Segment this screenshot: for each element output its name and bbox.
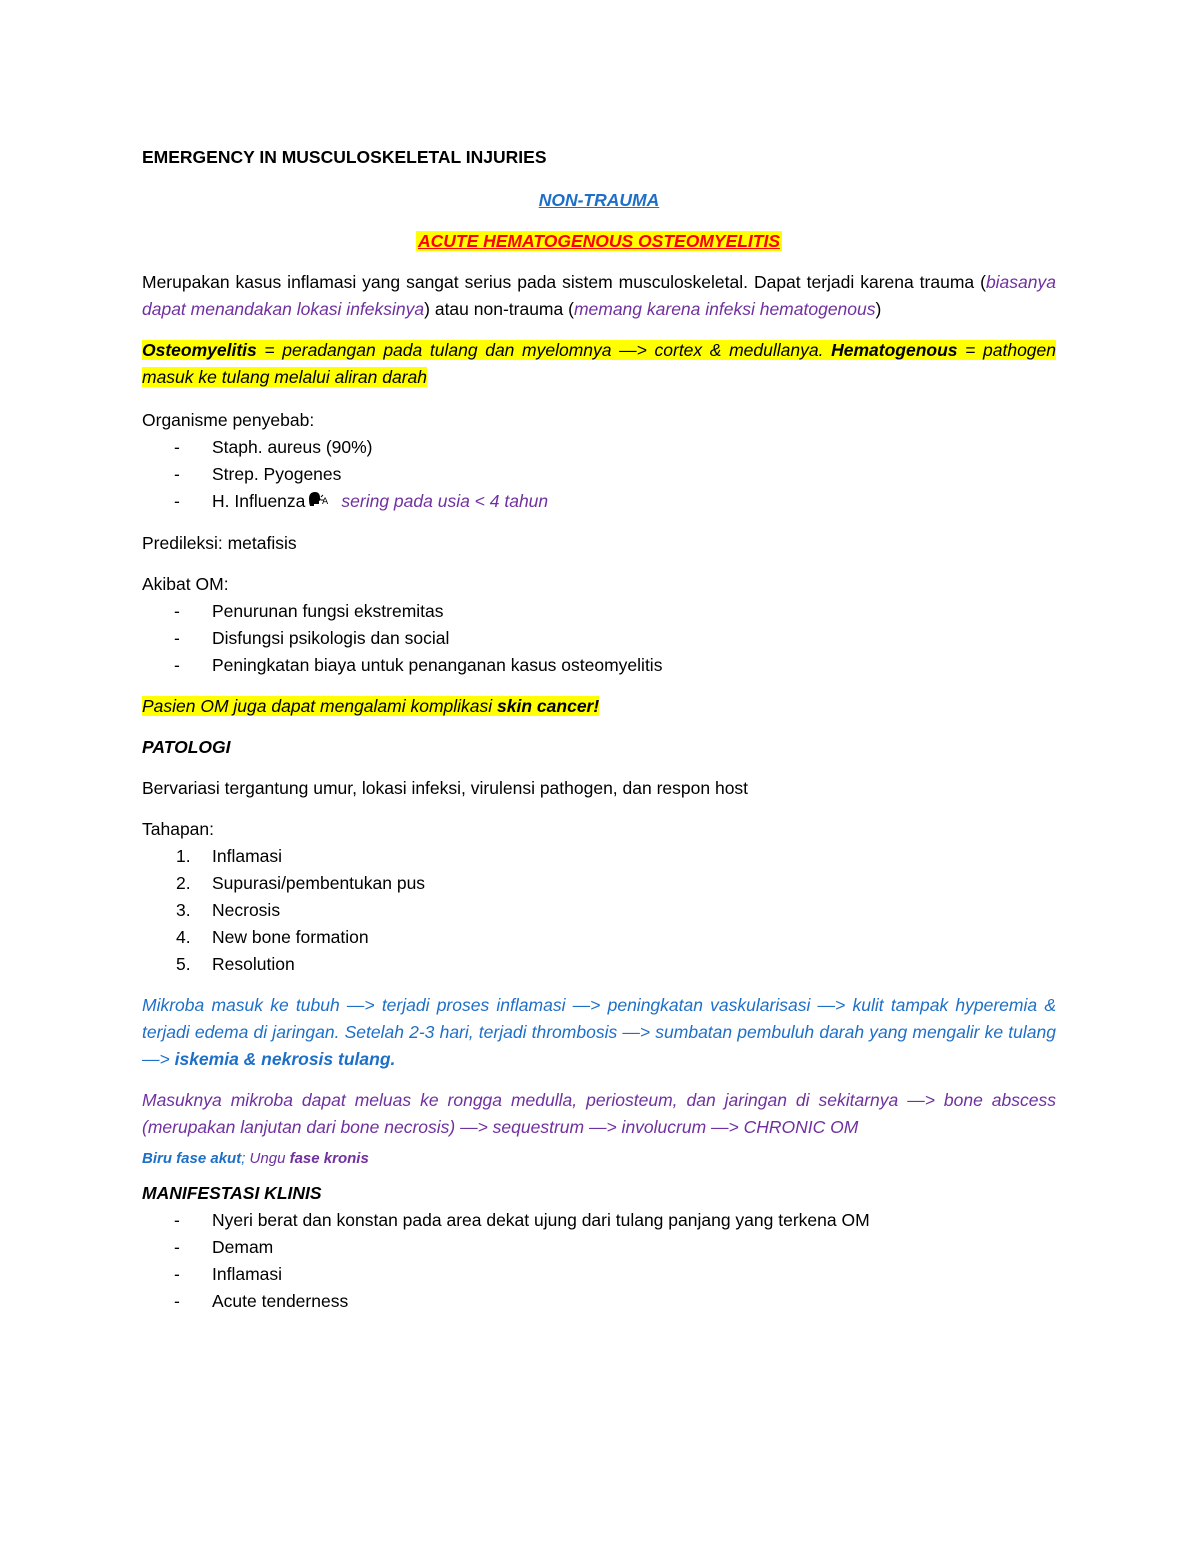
consequences-list (142, 598, 1056, 679)
term-osteomyelitis: Osteomyelitis (142, 340, 257, 360)
clinical-heading: MANIFESTASI KLINIS (142, 1182, 322, 1203)
intro-text-3: ) (875, 299, 882, 319)
list-number: 1. (176, 845, 191, 866)
list-item (142, 1207, 1056, 1234)
definition-paragraph (142, 337, 1056, 391)
legend-blue: Biru fase akut (142, 1149, 242, 1167)
list-item (142, 598, 1056, 625)
list-item-text: Nyeri berat dan konstan pada area dekat ujung dari tulang panjang yang terkena OM (212, 1209, 870, 1230)
list-dash: - (174, 627, 180, 648)
list-number: 2. (176, 872, 191, 893)
list-item-text: Acute tenderness (212, 1290, 349, 1311)
chronic-process-paragraph: Masuknya mikroba dapat meluas ke rongga medulla, periosteum, dan jaringan di sekitarnya —> bone abscess (merupakan lanjutan dari bone necrosis) —> sequestrum —> involucrum —> CHRONIC OM (142, 1089, 1056, 1137)
list-item (142, 1261, 1056, 1288)
organisms-heading: Organisme penyebab: (142, 410, 315, 430)
h-influenza-note: sering pada usia < 4 tahun (341, 491, 549, 511)
legend-purple-label: Ungu (249, 1149, 290, 1167)
list-item (142, 843, 1056, 870)
list-item-text: Inflamasi (212, 1263, 283, 1284)
complication-skin-cancer: skin cancer! (497, 695, 600, 716)
document-body (142, 140, 1056, 1315)
list-item (142, 434, 1056, 461)
list-dash: - (174, 437, 180, 457)
list-item-text: New bone formation (212, 926, 369, 947)
list-item-text: Necrosis (212, 899, 281, 920)
list-item (142, 461, 1056, 488)
intro-note-trauma: biasanya dapat menandakan lokasi infeksinya (142, 272, 1056, 319)
list-dash: - (174, 464, 180, 484)
list-dash: - (174, 491, 180, 511)
consequences-heading: Akibat OM: (142, 573, 229, 594)
list-item (142, 625, 1056, 652)
speaking-head-icon (307, 489, 335, 516)
document-title: EMERGENCY IN MUSCULOSKELETAL INJURIES (142, 147, 547, 167)
list-number: 5. (176, 953, 191, 974)
acute-process-outcome: iskemia & nekrosis tulang. (174, 1048, 396, 1069)
pathology-text: Bervariasi tergantung umur, lokasi infeksi, virulensi pathogen, dan respon host (142, 777, 749, 798)
intro-note-non-trauma: memang karena infeksi hematogenous (573, 299, 876, 319)
legend-separator: ; (241, 1149, 250, 1167)
complication-paragraph (142, 693, 1056, 720)
intro-text-2: ) atau non-trauma ( (424, 299, 574, 319)
stages-list (142, 843, 1056, 978)
acute-process-paragraph (142, 992, 1056, 1073)
subtitle-wrap (142, 228, 1056, 255)
term-hematogenous: Hematogenous (831, 340, 958, 360)
list-item (142, 870, 1056, 897)
section-heading-non-trauma: NON-TRAUMA (538, 190, 660, 210)
list-dash: - (174, 654, 180, 675)
list-dash: - (174, 600, 180, 621)
list-item-text: Inflamasi (212, 845, 283, 866)
svg-text:A: A (322, 496, 329, 507)
list-dash: - (174, 1290, 180, 1311)
list-dash: - (174, 1209, 180, 1230)
acute-process-text: Mikroba masuk ke tubuh —> terjadi proses inflamasi —> peningkatan vaskularisasi —> kulit tampak hyperemia & terjadi edema di jaringan. Setelah 2-3 hari, terjadi thrombosis —> sumbatan pembuluh darah yang mengalir ke tulang —> (142, 994, 1056, 1069)
pathology-heading: PATOLOGI (142, 736, 231, 757)
list-item-text: Penurunan fungsi ekstremitas (212, 600, 444, 621)
intro-paragraph (142, 269, 1056, 323)
list-item (142, 1288, 1056, 1315)
list-item-text: Staph. aureus (90%) (212, 437, 373, 457)
list-item (142, 924, 1056, 951)
subtitle-acute-osteomyelitis: ACUTE HEMATOGENOUS OSTEOMYELITIS (417, 231, 780, 251)
list-item-text: H. Influenza (212, 491, 306, 511)
list-item (142, 951, 1056, 978)
list-item-text: Supurasi/pembentukan pus (212, 872, 426, 893)
legend-purple: fase kronis (289, 1149, 369, 1167)
definition-osteomyelitis: = peradangan pada tulang dan myelomnya —> cortex & medullanya. (256, 340, 832, 360)
intro-text-1: Merupakan kasus inflamasi yang sangat serius pada sistem musculoskeletal. Dapat terjadi karena trauma ( (142, 272, 986, 292)
list-item-text: Resolution (212, 953, 295, 974)
list-item-text: Strep. Pyogenes (212, 464, 342, 484)
list-item (142, 652, 1056, 679)
list-dash: - (174, 1263, 180, 1284)
complication-text: Pasien OM juga dapat mengalami komplikasi (142, 695, 498, 716)
list-number: 4. (176, 926, 191, 947)
stages-heading: Tahapan: (142, 818, 215, 839)
color-legend (142, 1145, 1056, 1172)
list-item (142, 488, 1056, 516)
list-number: 3. (176, 899, 191, 920)
predilection-text: Predileksi: metafisis (142, 532, 297, 553)
definition-hematogenous: = pathogen masuk ke tulang melalui aliran darah (142, 340, 1056, 387)
list-item-text: Disfungsi psikologis dan social (212, 627, 450, 648)
list-item-text: Demam (212, 1236, 274, 1257)
list-item (142, 1234, 1056, 1261)
clinical-list (142, 1207, 1056, 1315)
list-item (142, 897, 1056, 924)
list-dash: - (174, 1236, 180, 1257)
organisms-list (142, 434, 1056, 516)
list-item-text: Peningkatan biaya untuk penanganan kasus osteomyelitis (212, 654, 663, 675)
